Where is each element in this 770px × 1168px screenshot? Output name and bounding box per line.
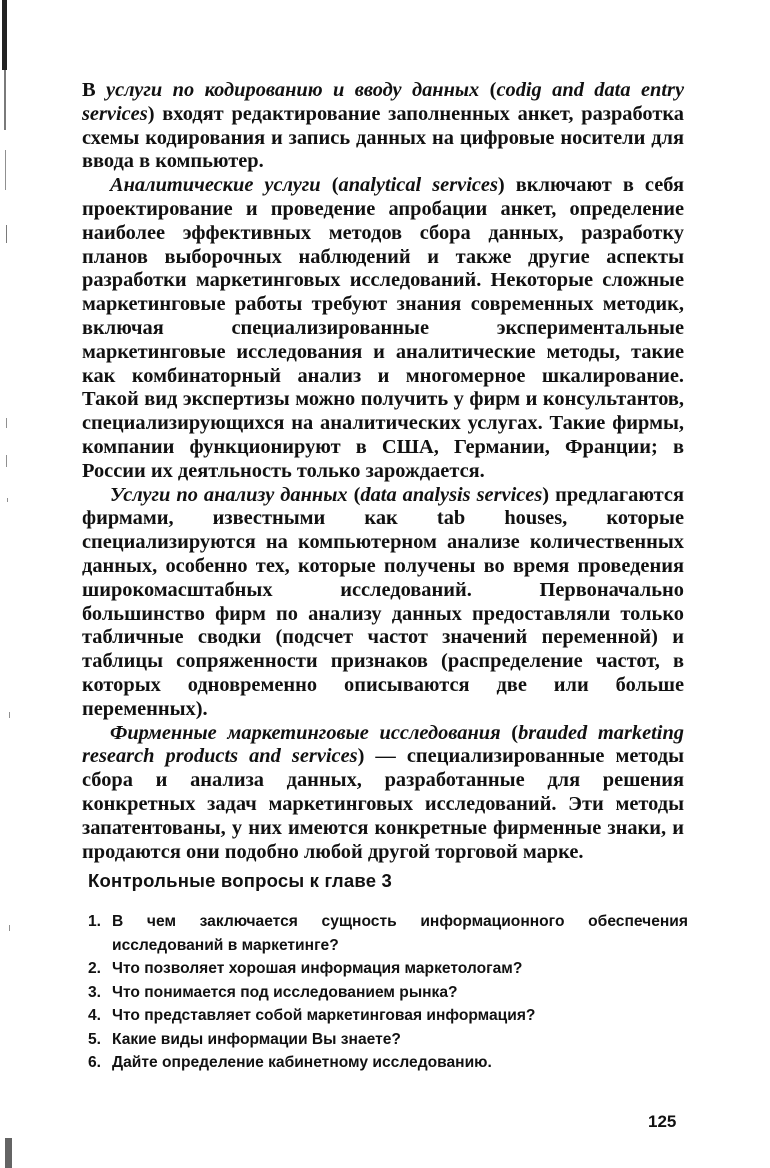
section-heading: Контрольные вопросы к главе 3 <box>88 870 393 891</box>
paragraph-body: ) — специализированные методы сбора и анализа данных, разработанные для решения конкретных задач маркетинговых исследований. Эти методы запатентованы, у них имеются конкретные фирменные знаки, и продаются они подобно любой другой торговой марке. <box>82 745 685 863</box>
list-item <box>88 910 688 957</box>
paragraph-coding-services <box>82 79 684 174</box>
paren-open: ( <box>479 79 497 101</box>
term-en: codig and data entry services <box>82 79 684 125</box>
questions-list <box>88 910 688 1075</box>
question-text: Что понимается под исследованием рынка? <box>112 983 458 1001</box>
term-ru: услуги по кодированию и вводу данных <box>106 79 480 101</box>
question-text: Что позволяет хорошая информация маркетологам? <box>112 960 523 977</box>
paragraph-data-analysis-services <box>82 484 684 722</box>
question-number: 6. <box>88 1054 102 1071</box>
page-number: 125 <box>648 1112 677 1131</box>
term-ru: Аналитические услуги <box>110 174 321 197</box>
list-item <box>88 1051 688 1075</box>
question-text: Что представляет собой маркетинговая информация? <box>112 1007 536 1024</box>
question-text: Дайте определение кабинетному исследованию. <box>112 1054 492 1071</box>
paragraph-lead: В <box>82 79 107 101</box>
term-en: data analysis services <box>360 483 543 506</box>
question-number: 3. <box>88 983 102 1001</box>
term-en: analytical services <box>338 174 498 197</box>
list-item <box>88 1028 688 1052</box>
paren-open: ( <box>500 721 519 744</box>
paragraph-body: ) входят редактирование заполненных анкет, разработка схемы кодирования и запись данных на цифровые носители для ввода в компьютер. <box>82 102 684 173</box>
question-text: В чем заключается сущность информационного обеспечения исследований в маркетинге? <box>112 913 688 954</box>
main-text <box>82 79 684 864</box>
scan-edge-artifact <box>0 0 14 1168</box>
question-text: Какие виды информации Вы знаете? <box>112 1030 401 1048</box>
list-item <box>88 1004 688 1028</box>
paren-open: ( <box>320 174 339 197</box>
question-number: 4. <box>88 1007 102 1024</box>
paragraph-body: ) включают в себя проектирование и проведение апробации анкет, определение наиболее эффективных методов сбора данных, разработку планов выборочных наблюдений и также другие аспекты разработки маркетинговых исследований. Некоторые сложные маркетинговые работы требуют знания современных методик, включая специализированные экспериментальные маркетинговые исследования и аналитические методы, такие как комбинаторный анализ и многомерное шкалирование. Такой вид экспертизы можно получить у фирм и консультантов, специализирующихся на аналитических услугах. Такие фирмы, компании функционируют в США, Германии, Франции; в России их деятльность только зарождается. <box>82 174 684 482</box>
list-item <box>88 957 688 981</box>
list-item <box>88 981 688 1005</box>
term-ru: Услуги по анализу данных <box>110 483 348 506</box>
term-ru: Фирменные маркетинговые исследования <box>110 721 501 744</box>
review-questions-section <box>88 870 688 1075</box>
term-en: brauded marketing research products and services <box>82 721 684 768</box>
question-number: 2. <box>88 960 102 977</box>
paragraph-analytical-services <box>82 174 684 483</box>
paren-open: ( <box>347 483 361 506</box>
paragraph-body: ) предлагаются фирмами, известными как tab houses, которые специализируются на компьютерном анализе количественных данных, особенно тех, которые получены во время проведения широкомасштабных исследований. Первоначально большинство фирм по анализу данных предоставляли только табличные сводки (подсчет частот значений переменной) и таблицы сопряженности признаков (распределение частот, в которых одновременно описываются две или больше переменных). <box>82 483 685 720</box>
question-number: 5. <box>88 1030 102 1048</box>
paragraph-branded-research <box>82 722 684 865</box>
question-number: 1. <box>88 913 102 930</box>
